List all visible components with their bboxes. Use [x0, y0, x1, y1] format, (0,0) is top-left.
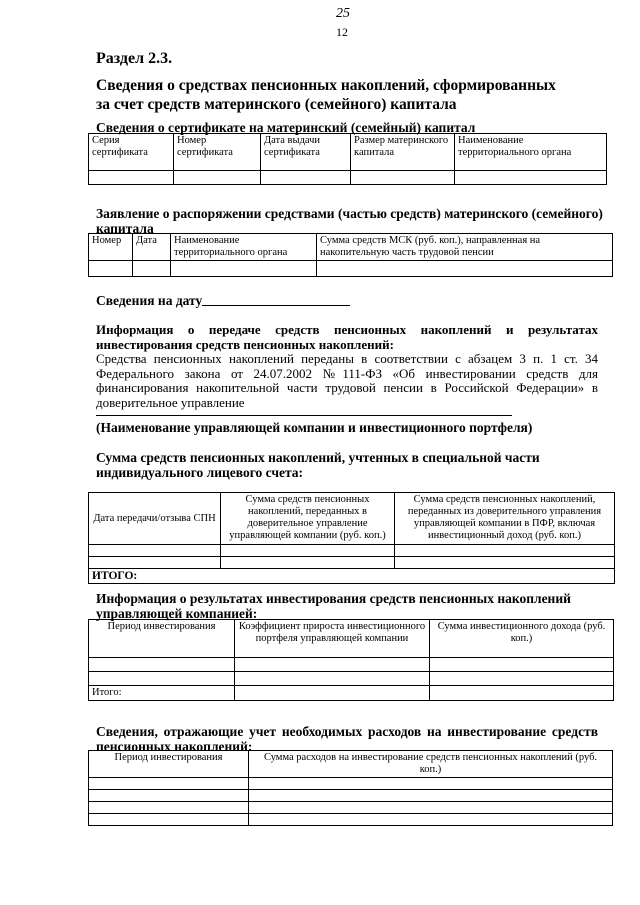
expenses-title-line-2: пенсионных накоплений:	[96, 739, 253, 754]
column-header: Дата передачи/отзыва СПН	[89, 493, 221, 545]
column-header: Сумма средств пенсионных накоплений, переданных в доверительное управление управляющей компании (руб. коп.)	[221, 493, 395, 545]
special-part-table	[88, 492, 615, 584]
column-header: Сумма средств пенсионных накоплений, переданных из доверительного управления управляющей компании в ПФР, включая инвестиционный доход (руб. коп.)	[395, 493, 615, 545]
column-header: Сумма расходов на инвестирование средств пенсионных накоплений (руб. коп.)	[249, 751, 613, 778]
table-row	[89, 790, 613, 802]
investment-results-title	[96, 591, 606, 621]
column-header: Дата	[133, 234, 171, 261]
expenses-title-line-1: Сведения, отражающие учет необходимых расходов на инвестирование средств	[96, 724, 598, 739]
column-header: Сумма инвестиционного дохода (руб. коп.)	[430, 620, 614, 658]
investment-results-title-line-1: Информация о результатах инвестирования средств пенсионных накоплений	[96, 591, 571, 606]
table-row	[89, 814, 613, 826]
table-header-row	[89, 751, 613, 778]
table-header-row	[89, 493, 615, 545]
column-header: Коэффициент прироста инвестиционного портфеля управляющей компании	[235, 620, 430, 658]
main-title-line-2: за счет средств материнского (семейного) капитала	[96, 96, 457, 113]
total-label: Итого:	[89, 686, 235, 701]
special-part-title-line-1: Сумма средств пенсионных накоплений, учтенных в специальной части	[96, 450, 540, 465]
table-header-row	[89, 134, 607, 171]
handwritten-mark: 25	[336, 6, 350, 21]
investment-results-title-line-2: управляющей компанией:	[96, 606, 258, 621]
transfer-info-title-line-2: инвестирования средств пенсионных накоплений:	[96, 336, 394, 352]
special-part-title	[96, 450, 606, 480]
main-title	[96, 76, 566, 114]
application-title-line-1: Заявление о распоряжении средствами (частью средств) материнского (семейного)	[96, 206, 603, 221]
table-header-row	[89, 234, 613, 261]
transfer-info	[96, 323, 598, 410]
application-table	[88, 233, 613, 277]
table-row	[89, 778, 613, 790]
column-header: Номер	[89, 234, 133, 261]
transfer-info-title-line-1: Информация о передаче средств пенсионных накоплений и результатах	[96, 322, 598, 337]
as-of-date-field[interactable]	[202, 304, 350, 306]
expenses-table	[88, 750, 613, 826]
main-title-line-1: Сведения о средствах пенсионных накоплений, сформированных	[96, 77, 556, 94]
table-header-row	[89, 620, 614, 658]
table-row	[89, 658, 614, 672]
manager-name-field[interactable]	[96, 414, 512, 416]
column-header: Номер сертификата	[174, 134, 261, 171]
application-title	[96, 206, 606, 236]
column-header: Серия сертификата	[89, 134, 174, 171]
section-label: Раздел 2.3.	[96, 50, 173, 67]
as-of-date-label: Сведения на дату	[96, 293, 203, 308]
special-part-title-line-2: индивидуального лицевого счета:	[96, 465, 304, 480]
column-header: Наименование территориального органа	[171, 234, 317, 261]
table-row	[89, 557, 615, 569]
table-row	[89, 261, 613, 277]
column-header: Период инвестирования	[89, 751, 249, 778]
page-number: 12	[336, 25, 348, 39]
certificate-title: Сведения о сертификате на материнский (семейный) капитал	[96, 120, 476, 135]
application-title-line-2: капитала	[96, 221, 154, 236]
manager-caption: (Наименование управляющей компании и инвестиционного портфеля)	[96, 420, 533, 435]
transfer-info-body: Средства пенсионных накоплений переданы в соответствии с абзацем 3 п. 1 ст. 34 Федерального закона от 24.07.2002 №111-ФЗ «Об инвестировании средств для финансирования накопительной части трудовой пенсии в Российской Федерации» в доверительное управление	[96, 351, 598, 410]
column-header: Дата выдачи сертификата	[261, 134, 351, 171]
table-row	[89, 545, 615, 557]
column-header: Наименование территориального органа	[455, 134, 607, 171]
investment-results-table	[88, 619, 614, 701]
table-row	[89, 672, 614, 686]
column-header: Размер материнского капитала	[351, 134, 455, 171]
table-total-row	[89, 569, 615, 584]
table-total-row	[89, 686, 614, 701]
table-row	[89, 171, 607, 185]
column-header: Период инвестирования	[89, 620, 235, 658]
total-label: ИТОГО:	[89, 569, 221, 584]
column-header: Сумма средств МСК (руб. коп.), направленная на накопительную часть трудовой пенсии	[317, 234, 613, 261]
table-row	[89, 802, 613, 814]
certificate-table	[88, 133, 607, 185]
